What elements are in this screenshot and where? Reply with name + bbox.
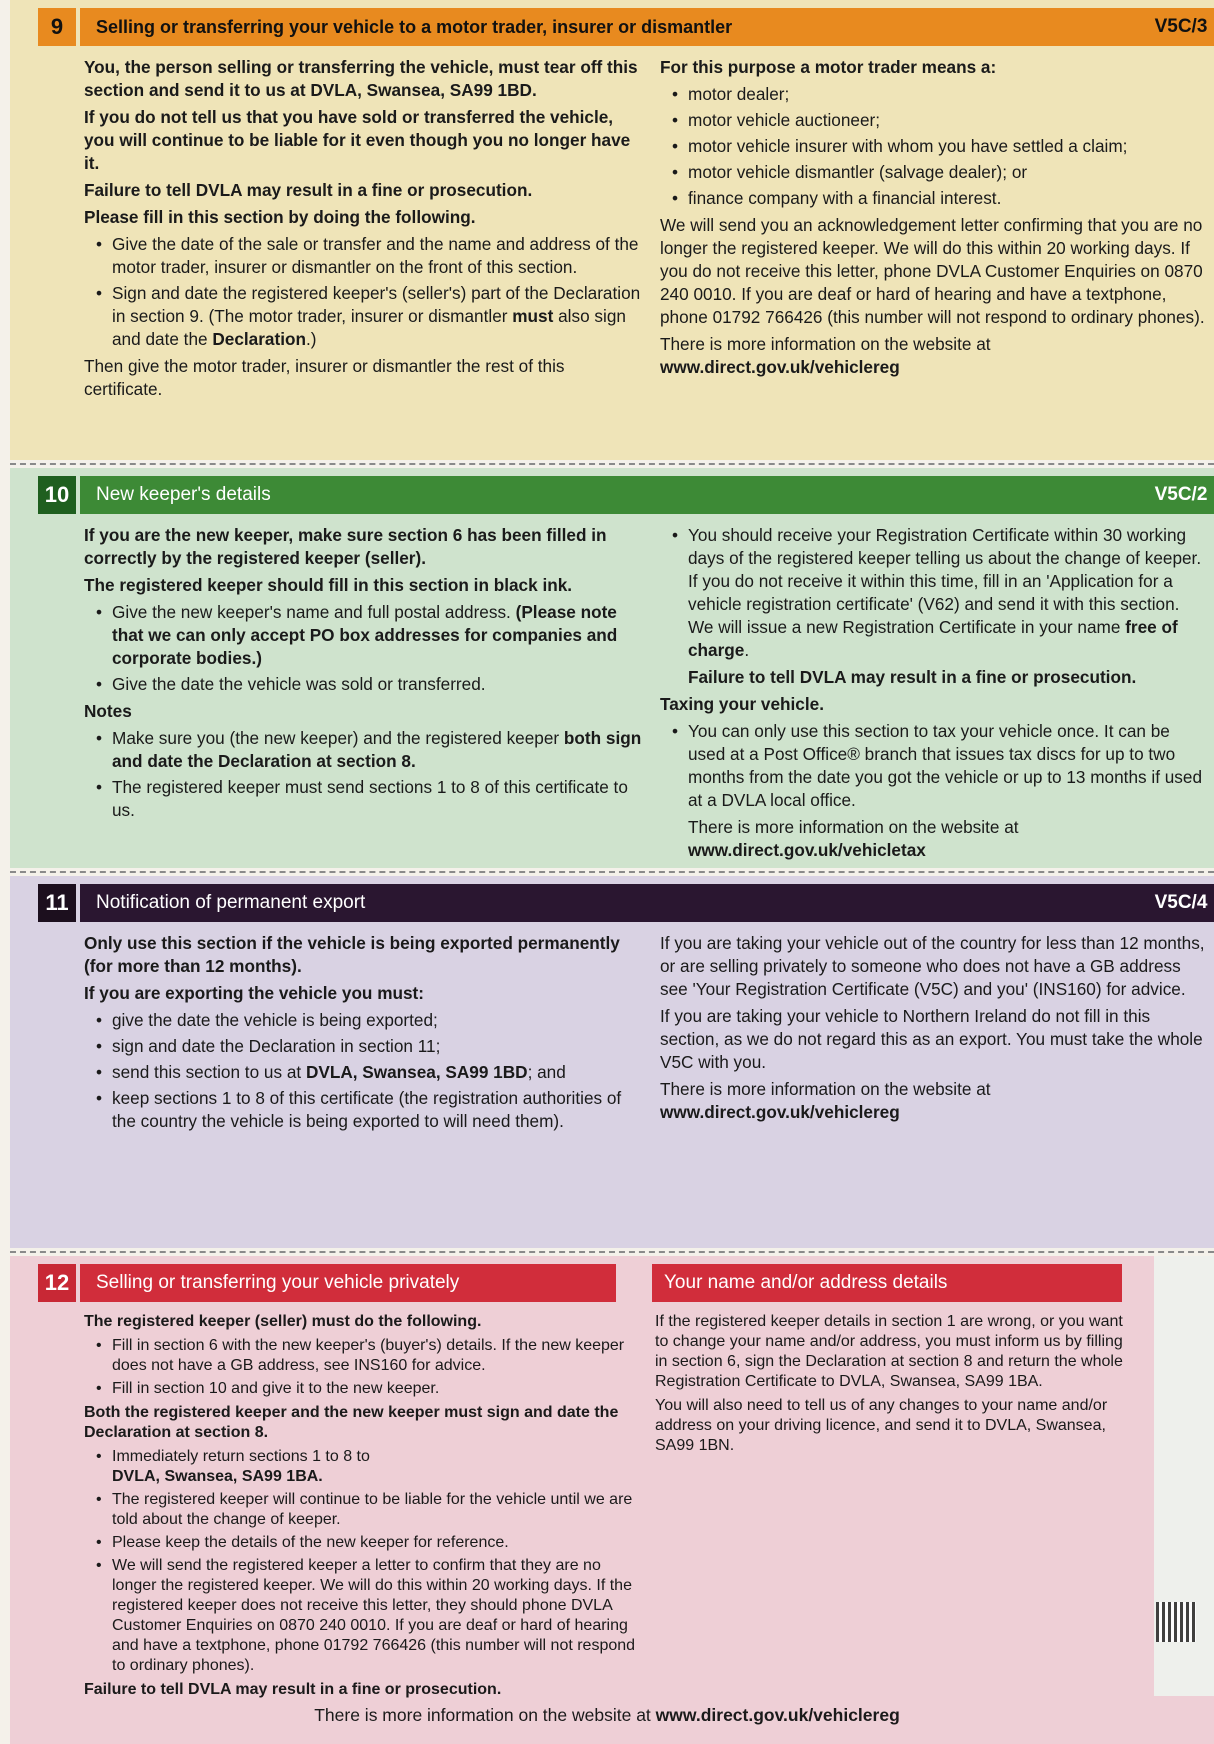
list-text: . <box>744 640 750 660</box>
list-text-bold: Declaration <box>212 329 306 349</box>
list-item: • Please keep the details of the new keeper for reference. <box>112 1533 644 1553</box>
list-text-bold: must <box>512 306 554 326</box>
list-text-bold: both sign and date the Declaration at section 8. <box>112 728 642 771</box>
list-item: • finance company with a financial interest. <box>688 187 1205 210</box>
section-10 <box>10 468 1214 868</box>
section-title: Selling or transferring your vehicle to a motor trader, insurer or dismantler <box>80 8 1166 46</box>
list-text-bold: (Please note that we can only accept PO box addresses for companies and corporate bodies.) <box>112 602 618 668</box>
tear-line <box>10 463 1214 465</box>
section-number: 9 <box>38 8 76 46</box>
paragraph: Only use this section if the vehicle is being exported permanently (for more than 12 months). <box>84 933 620 976</box>
list-item <box>112 1061 644 1084</box>
paragraph <box>660 816 1205 862</box>
info-text: There is more information on the website at <box>660 1079 991 1099</box>
section-12-right-column <box>655 1312 1135 1460</box>
section-title: Selling or transferring your vehicle privately <box>80 1264 616 1302</box>
list-item <box>112 601 644 670</box>
website-link[interactable]: www.direct.gov.uk/vehiclereg <box>660 357 900 377</box>
list-text: send this section to us at <box>112 1062 306 1082</box>
instruction-list <box>84 1447 644 1676</box>
fine-warning: Failure to tell DVLA may result in a fine or prosecution. <box>84 1681 502 1698</box>
section-11-right-column <box>660 932 1205 1128</box>
tear-line <box>10 1251 1214 1253</box>
fine-warning: Failure to tell DVLA may result in a fine or prosecution. <box>688 667 1137 687</box>
section-10-right-column <box>660 524 1205 866</box>
paragraph: Then give the motor trader, insurer or dismantler the rest of this certificate. <box>84 356 565 399</box>
list-item: • Give the date of the sale or transfer and the name and address of the motor trader, insurer or dismantler on the front of this section. <box>112 233 644 279</box>
info-text: There is more information on the website at <box>688 817 1019 837</box>
info-list <box>660 524 1205 662</box>
section-code: V5C/3 <box>1148 8 1214 46</box>
paragraph: If you are the new keeper, make sure section 6 has been filled in correctly by the registered keeper (seller). <box>84 525 607 568</box>
list-item: • motor dealer; <box>688 83 1205 106</box>
paragraph: The registered keeper (seller) must do the following. <box>84 1313 482 1330</box>
section-number: 12 <box>38 1264 76 1302</box>
section-11-left-column <box>84 932 644 1137</box>
list-item: • Fill in section 6 with the new keeper's (buyer's) details. If the new keeper does not have a GB address, see INS160 for advice. <box>112 1336 644 1376</box>
notes-heading: Notes <box>84 701 132 721</box>
tax-list <box>660 720 1205 812</box>
list-text: Make sure you (the new keeper) and the registered keeper <box>112 728 564 748</box>
paragraph: If you are exporting the vehicle you must: <box>84 983 424 1003</box>
section-code: V5C/2 <box>1148 476 1214 514</box>
paragraph: Please fill in this section by doing the following. <box>84 207 476 227</box>
list-item <box>112 282 644 351</box>
list-text: also sign and date the <box>112 306 626 349</box>
barcode-icon <box>1156 1602 1196 1642</box>
footer-text: There is more information on the website at <box>314 1705 656 1725</box>
list-item: • The registered keeper must send sections 1 to 8 of this certificate to us. <box>112 776 644 822</box>
tear-line <box>10 871 1214 873</box>
section-title: New keeper's details <box>80 476 1166 514</box>
section-11 <box>10 876 1214 1248</box>
list-item: • sign and date the Declaration in section 11; <box>112 1035 644 1058</box>
tax-heading: Taxing your vehicle. <box>660 694 824 714</box>
section-12 <box>10 1256 1214 1744</box>
section-9-right-column <box>660 56 1205 383</box>
paragraph: If you are taking your vehicle out of the country for less than 12 months, or are selling privately to someone who does not have a GB address see 'Your Registration Certificate (V5C) and you' (INS160) for advice. <box>660 933 1205 999</box>
list-text: Immediately return sections 1 to 8 to <box>112 1448 370 1465</box>
fine-warning: Failure to tell DVLA may result in a fine or prosecution. <box>84 180 533 200</box>
section-9-left-column <box>84 56 644 405</box>
list-text: .) <box>305 329 317 349</box>
section-12-header <box>38 1264 616 1302</box>
list-text-bold: DVLA, Swansea, SA99 1BD <box>305 1062 528 1082</box>
section-number: 10 <box>38 476 76 514</box>
info-text: There is more information on the website at <box>660 334 991 354</box>
list-text: Sign and date the registered keeper's (seller's) part of the Declaration in section 9. (The motor trader, insurer or dismantler <box>112 283 641 326</box>
instruction-list <box>84 601 644 696</box>
name-address-title: Your name and/or address details <box>652 1264 1122 1302</box>
section-title: Notification of permanent export <box>80 884 1166 922</box>
paragraph: The registered keeper should fill in this section in black ink. <box>84 575 573 595</box>
list-item: • motor vehicle dismantler (salvage dealer); or <box>688 161 1205 184</box>
section-9-header <box>38 8 1166 46</box>
paragraph: We will send you an acknowledgement letter confirming that you are no longer the registered keeper. We will do this within 20 working days. If you do not receive this letter, phone DVLA Customer Enquiries on 0870 240 0010. If you are deaf or hard of hearing and have a textphone, phone 01792 766426 (this number will not respond to ordinary phones). <box>660 215 1205 327</box>
paragraph: You will also need to tell us of any changes to your name and/or address on your driving licence, and send it to DVLA, Swansea, SA99 1BN. <box>655 1397 1108 1454</box>
list-item <box>112 1447 644 1487</box>
list-text-bold: free of charge <box>688 617 1178 660</box>
list-item: • give the date the vehicle is being exported; <box>112 1009 644 1032</box>
website-link[interactable]: www.direct.gov.uk/vehiclereg <box>655 1705 900 1725</box>
list-item <box>112 727 644 773</box>
website-link[interactable]: www.direct.gov.uk/vehiclereg <box>660 1102 900 1122</box>
notes-list <box>84 727 644 822</box>
paragraph <box>660 333 1205 379</box>
footer <box>0 1705 1214 1726</box>
paragraph: Both the registered keeper and the new keeper must sign and date the Declaration at section 8. <box>84 1404 619 1441</box>
list-item: • You can only use this section to tax your vehicle once. It can be used at a Post Office® branch that issues tax discs for up to two months from the date you got the vehicle or up to 13 months if used at a DVLA local office. <box>688 720 1205 812</box>
section-10-header <box>38 476 1166 514</box>
list-item: • motor vehicle auctioneer; <box>688 109 1205 132</box>
list-text-bold: DVLA, Swansea, SA99 1BA. <box>112 1468 323 1485</box>
list-item: • keep sections 1 to 8 of this certificate (the registration authorities of the country the vehicle is being exported to will need them). <box>112 1087 644 1133</box>
export-list <box>84 1009 644 1133</box>
list-item: • The registered keeper will continue to be liable for the vehicle until we are told about the change of keeper. <box>112 1490 644 1530</box>
section-11-header <box>38 884 1166 922</box>
paragraph: If you are taking your vehicle to Northern Ireland do not fill in this section, as we do not regard this as an export. You must take the whole V5C with you. <box>660 1006 1203 1072</box>
section-10-left-column <box>84 524 644 826</box>
section-12-left-column <box>84 1312 644 1704</box>
trader-list <box>660 83 1205 210</box>
paragraph: You, the person selling or transferring the vehicle, must tear off this section and send it to us at DVLA, Swansea, SA99 1BD. <box>84 57 638 100</box>
paragraph: If the registered keeper details in section 1 are wrong, or you want to change your name and/or address, you must inform us by filling in section 6, sign the Declaration at section 8 and return the whole Registration Certificate to DVLA, Swansea, SA99 1BA. <box>655 1313 1123 1390</box>
section-9 <box>10 0 1214 460</box>
section-number: 11 <box>38 884 76 922</box>
list-item: • Fill in section 10 and give it to the new keeper. <box>112 1379 644 1399</box>
instruction-list <box>84 233 644 351</box>
section-code: V5C/4 <box>1148 884 1214 922</box>
list-item <box>688 524 1205 662</box>
list-item: • Give the date the vehicle was sold or transferred. <box>112 673 644 696</box>
list-text: ; and <box>527 1062 566 1082</box>
list-item: • motor vehicle insurer with whom you have settled a claim; <box>688 135 1205 158</box>
list-item: • We will send the registered keeper a letter to confirm that they are no longer the registered keeper. We will do this within 20 working days. If the registered keeper does not receive this letter, they should phone DVLA Customer Enquiries on 0870 240 0010. If you are deaf or hard of hearing and have a textphone, phone 01792 766426 (this number will not respond to ordinary phones). <box>112 1556 644 1676</box>
paragraph <box>660 1078 1205 1124</box>
website-link[interactable]: www.direct.gov.uk/vehicletax <box>688 840 926 860</box>
instruction-list <box>84 1336 644 1399</box>
paragraph: For this purpose a motor trader means a: <box>660 57 997 77</box>
list-text: Give the new keeper's name and full postal address. <box>112 602 516 622</box>
paragraph: If you do not tell us that you have sold or transferred the vehicle, you will continue to be liable for it even though you no longer have it. <box>84 107 631 173</box>
list-text: You should receive your Registration Certificate within 30 working days of the registered keeper telling us about the change of keeper. If you do not receive it within this time, fill in an 'Application for a vehicle registration certificate' (V62) and send it with this section. We will issue a new Registration Certificate in your name <box>688 525 1202 637</box>
